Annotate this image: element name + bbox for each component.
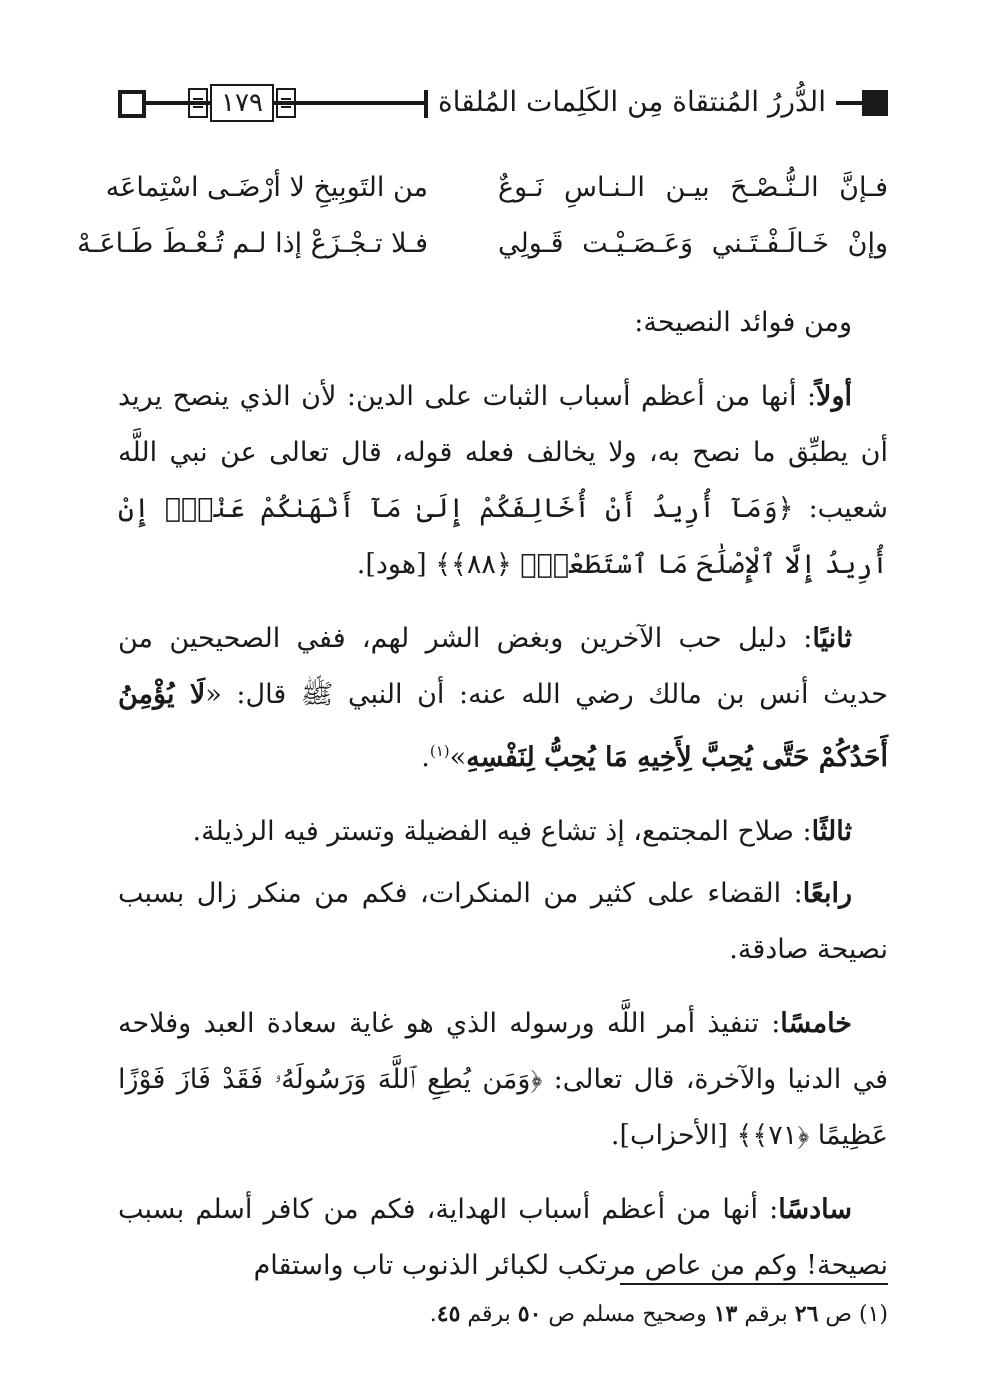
poem-verse — [77, 216, 888, 272]
verse-second-hemistich: فـلا تـجْـزَعْ إذا لـم تُـعْـطَ طَـاعَـهْ — [77, 228, 428, 259]
quran-verse: ﴿وَمَآ أُرِيدُ أَنْ أُخَالِفَكُمْ إِلَىٰ مَآ أَنْهَىٰكُمْ عَنْهُۚ إِنْ أُرِيدُ إِلَّا ٱلْإِصْلَٰحَ مَا ٱسْتَطَعْتُۚ ﴿٨٨﴾﴾ — [118, 493, 888, 580]
benefit-paragraph-1 — [118, 369, 888, 593]
paragraph-text: : القضاء على كثير من المنكرات، فكم من منكر زال بسبب نصيحة صادقة. — [118, 878, 888, 965]
benefit-keyword: خامسًا — [780, 1008, 852, 1039]
verse-second-hemistich: من التَوبِيخِ لا أرْضَـى اسْتِماعَه — [105, 172, 428, 203]
benefit-paragraph-5 — [118, 996, 888, 1164]
footnote-end: . — [429, 1302, 437, 1327]
paragraph-text: : أنها من أعظم أسباب الهداية، فكم من كافر أسلم بسبب نصيحة! وكم من عاص مرتكب لكبائر الذنوب تاب واستقام — [118, 1194, 888, 1281]
footnote-hadith-number: ٤٥ — [436, 1301, 461, 1327]
footnote-page: ٥٠ — [517, 1301, 542, 1327]
footnote-text: برقم — [737, 1302, 795, 1327]
page-header — [118, 80, 888, 126]
benefit-paragraph-6 — [118, 1182, 888, 1294]
main-text — [118, 295, 888, 1294]
paragraph-text: : تنفيذ أمر اللَّه ورسوله الذي هو غاية سعادة العبد وفلاحه في الدنيا والآخرة، قال تعالى: — [118, 1008, 888, 1095]
benefit-paragraph-2 — [118, 611, 888, 786]
poem-verse — [105, 160, 888, 216]
benefit-keyword: ثانيًا — [812, 623, 852, 654]
surah-reference: [هود]. — [356, 549, 436, 580]
footnote-marker[interactable]: (١) — [429, 742, 450, 760]
footnote-separator — [620, 1283, 888, 1285]
verse-first-hemistich: فـإنَّ الـنُّـصْـحَ بيـن الـنـاسِ نَـوعٌ — [498, 172, 888, 203]
benefit-keyword: ثالثًا — [811, 816, 852, 847]
quote-close: » — [449, 742, 467, 773]
footnote-text: برقم — [460, 1302, 518, 1327]
footnote — [118, 1296, 888, 1333]
benefit-keyword: سادسًا — [778, 1194, 852, 1225]
footnote-text: وصحيح مسلم ص — [541, 1302, 714, 1327]
quran-verse: ﴿وَمَن يُطِعِ ٱللَّهَ وَرَسُولَهُۥ فَقَدْ فَازَ فَوْزًا عَظِيمًا ﴿٧١﴾﴾ — [118, 1064, 888, 1151]
page-number: ١٧٩ — [210, 84, 274, 122]
verse-first-hemistich: وإنْ خَـالَـفْـتَـني وَعَـصَـيْـت قَـولِي — [498, 228, 888, 259]
running-title: الدُّررُ المُنتقاة مِن الكَلِمات المُلقاة — [428, 82, 836, 122]
header-ornament-knot-right — [276, 88, 296, 118]
benefit-keyword: أولاً — [816, 381, 852, 412]
paragraph-text: : صلاح المجتمع، إذ تشاع فيه الفضيلة وتستر فيه الرذيلة. — [192, 816, 812, 847]
footnote-page: ٢٦ — [794, 1301, 819, 1327]
hadith-text: لَا يُؤْمِنُ أَحَدُكُمْ حَتَّى يُحِبَّ لِأَخِيهِ مَا يُحِبُّ لِنَفْسِهِ — [118, 679, 888, 773]
footnote-hadith-number: ١٣ — [713, 1301, 738, 1327]
paragraph-text: : دليل حب الآخرين وبغض الشر لهم، ففي الصحيحين من حديث أنس بن مالك رضي الله عنه: أن النبي ﷺ قال: « — [118, 623, 888, 710]
header-ornament-square-outline — [118, 90, 146, 118]
sentence-end: . — [421, 742, 430, 773]
benefit-paragraph-4 — [118, 866, 888, 978]
header-ornament-knot-left — [188, 88, 208, 118]
header-ornament-square-filled — [862, 90, 888, 116]
section-intro: ومن فوائد النصيحة: — [634, 307, 852, 338]
surah-reference: [الأحزاب]. — [610, 1120, 737, 1151]
benefit-paragraph-3 — [118, 804, 888, 860]
footnote-text: ص — [818, 1302, 859, 1327]
footnote-number: (١) — [858, 1302, 888, 1327]
poem — [77, 160, 888, 272]
benefit-keyword: رابعًا — [802, 878, 852, 909]
paragraph-text: : أنها من أعظم أسباب الثبات على الدين: لأن الذي ينصح يريد أن يطبِّق ما نصح به، ولا يخالف فعله قوله، قال تعالى عن نبي اللَّه شعيب: — [118, 381, 888, 524]
